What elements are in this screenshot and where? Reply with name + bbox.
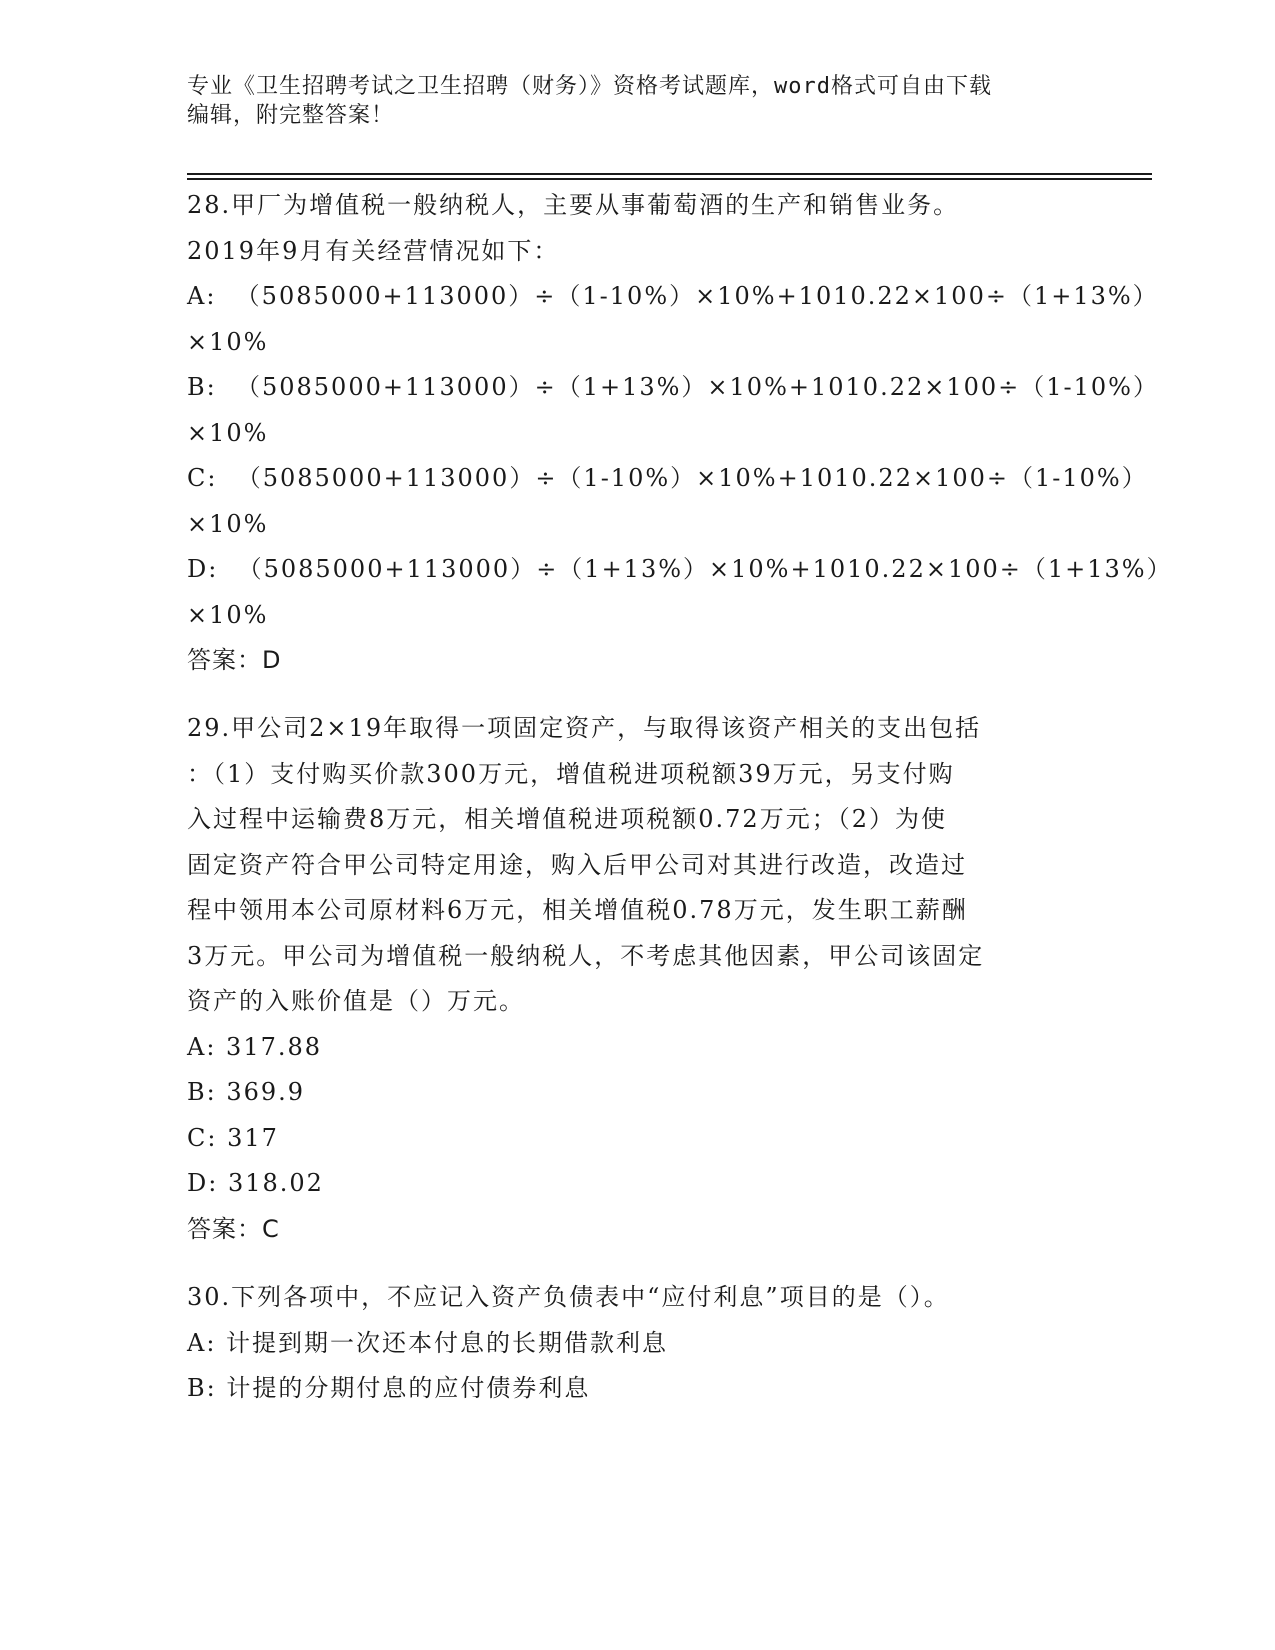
question-28 (187, 183, 1173, 684)
question-text-line: 入过程中运输费8万元，相关增值税进项税额0.72万元；（2）为使 (187, 805, 947, 833)
option-d: D: （5085000+113000）÷（1+13%）×10%+1010.22×100÷（1+13%） (187, 555, 1173, 583)
option-b-cont: ×10% (187, 418, 269, 447)
answer: 答案：D (187, 646, 282, 674)
document-header (187, 72, 1087, 130)
option-d: D: 318.02 (187, 1169, 324, 1197)
option-b: B: 369.9 (187, 1078, 306, 1106)
option-c: C: 317 (187, 1123, 279, 1152)
question-text-line: 程中领用本公司原材料6万元，相关增值税0.78万元，发生职工薪酬 (187, 896, 968, 924)
header-line-1: 专业《卫生招聘考试之卫生招聘（财务）》资格考试题库，word格式可自由下载 (187, 74, 992, 99)
question-text-line: 29.甲公司2×19年取得一项固定资产，与取得该资产相关的支出包括 (187, 714, 982, 742)
question-text-line: 28.甲厂为增值税一般纳税人，主要从事葡萄酒的生产和销售业务。 (187, 191, 960, 219)
option-c: C: （5085000+113000）÷（1-10%）×10%+1010.22×100÷（1-10%） (187, 464, 1148, 492)
question-text-line: 2019年9月有关经营情况如下： (187, 236, 560, 265)
header-rule-bottom (187, 178, 1152, 180)
option-a: A: （5085000+113000）÷（1-10%）×10%+1010.22×100÷（1+13%） (187, 282, 1159, 310)
question-text-line: 固定资产符合甲公司特定用途，购入后甲公司对其进行改造，改造过 (187, 850, 967, 879)
question-text-line: 资产的入账价值是（）万元。 (187, 987, 525, 1015)
option-d-cont: ×10% (187, 600, 269, 629)
option-b: B: （5085000+113000）÷（1+13%）×10%+1010.22×100÷（1-10%） (187, 373, 1159, 401)
question-text-line: ：（1）支付购买价款300万元，增值税进项税额39万元，另支付购 (187, 759, 955, 788)
question-text-line: 30.下列各项中，不应记入资产负债表中“应付利息”项目的是（）。 (187, 1283, 950, 1311)
option-a: A: 317.88 (187, 1032, 323, 1061)
option-a-cont: ×10% (187, 327, 269, 356)
question-29 (187, 706, 1087, 1252)
option-a: A: 计提到期一次还本付息的长期借款利息 (187, 1328, 669, 1357)
header-rule-top (187, 173, 1152, 175)
option-c-cont: ×10% (187, 509, 269, 538)
header-line-2: 编辑，附完整答案！ (187, 103, 395, 128)
question-text-line: 3万元。甲公司为增值税一般纳税人，不考虑其他因素，甲公司该固定 (187, 941, 985, 970)
answer: 答案：C (187, 1214, 280, 1243)
option-b: B: 计提的分期付息的应付债券利息 (187, 1374, 591, 1402)
question-30 (187, 1275, 1087, 1412)
